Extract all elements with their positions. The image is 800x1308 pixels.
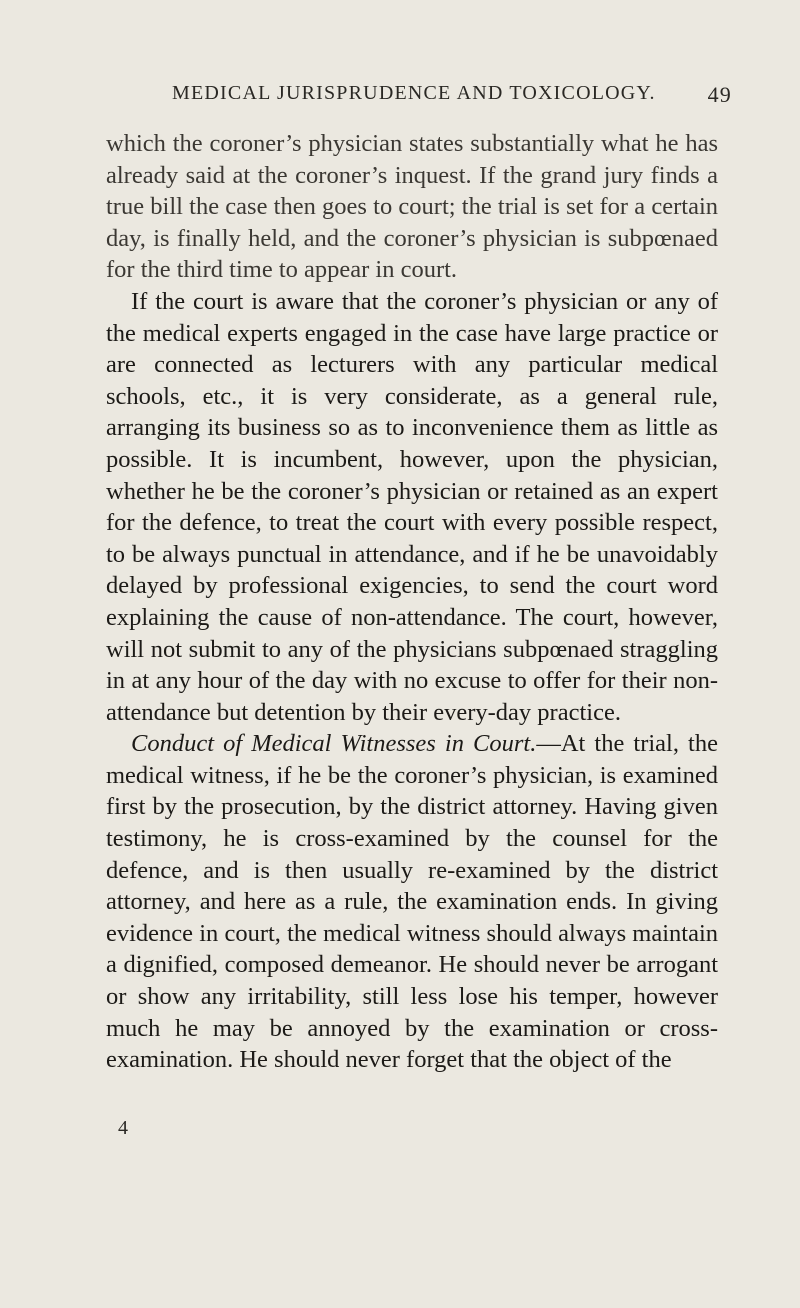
paragraph-conduct-text: —At the trial, the medical witness, if he be the coroner’s physician, is examined first by the prosecution, by the district attorney. Having given testimony, he is cross-examined by the counsel for the defence, and is then usually re-examined by the district attorney, and here as a rule, the examination ends. In giving evidence in court, the medical witness should always maintain a dignified, composed demeanor. He should never be arrogant or show any irritability, still less lose his temper, however much he may be annoyed by the examination or cross-examination. He should never forget that the object of the [106,730,718,1074]
page-number: 49 [707,82,732,107]
section-heading-conduct: Conduct of Medical Witnesses in Court. [131,730,537,758]
running-head-title: MEDICAL JURISPRUDENCE AND TOXICOLOGY. [172,82,656,104]
signature-mark: 4 [118,1117,128,1139]
paragraph-continuation: which the coroner’s physician states substantially what he has already said at the coroner’s inquest. If the grand jury finds a true bill the case then goes to court; the trial is set for a certain day, is finally held, and the coroner’s physician is subpœnaed for the third time to appear in court. [106,130,718,284]
paragraph-court-considerations: If the court is aware that the coroner’s physician or any of the medical experts engaged in the case have large practice or are connected as lecturers with any particular medical schools, etc., it is very considerate, as a general rule, arranging its business so as to inconvenience them as little as possible. It is incumbent, however, upon the physician, whether he be the coroner’s physician or retained as an expert for the defence, to treat the court with every possible respect, to be always punctual in attendance, and if he be unavoidably delayed by professional exigencies, to send the court word explaining the cause of non-attendance. The court, however, will not submit to any of the physicians subpœnaed straggling in at any hour of the day with no excuse to offer for their non-attendance but detention by their every-day practice. [106,287,718,726]
body-text [106,128,718,1076]
paragraph-conduct-of-witnesses [106,728,718,1076]
